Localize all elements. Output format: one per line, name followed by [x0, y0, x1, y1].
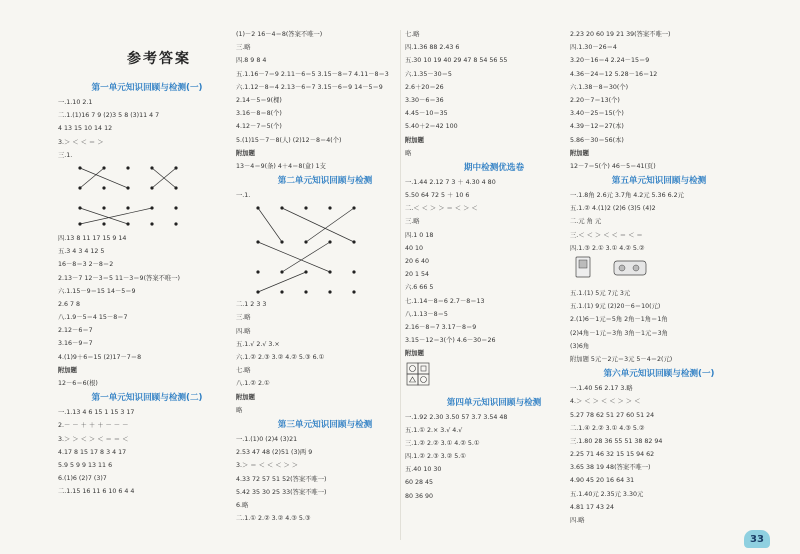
answer-line: 80 36 90	[405, 492, 434, 500]
answer-line: 七.1.14－8＝6 2.7－8＝13	[405, 297, 485, 305]
answer-line: 三.略	[236, 314, 251, 322]
answer-line: 四.1 0 18	[405, 231, 434, 239]
answer-line: 四.1.③ 2.① 3.① 4.② 5.②	[570, 244, 645, 252]
connect-dot	[78, 186, 81, 189]
answer-line: 二.＜ ＜ ＞ ＞ ＝ ＜ ＞ ＜	[405, 205, 478, 213]
answer-line: 五.1.① 2.× 3.√ 4.√	[405, 426, 463, 434]
answer-line: 八.1.13－8＝5	[405, 310, 448, 318]
answer-line: 略	[405, 149, 412, 157]
answer-line: (1)－2 16－4＝8(答案不唯一)	[236, 31, 323, 38]
connect-dot	[126, 166, 129, 169]
answer-line: 4.17 8 15 17 8 3 4 17	[58, 448, 127, 456]
answer-line: 2.12－6＝7	[58, 327, 93, 335]
answer-line: 3.65 38 19 48(答案不唯一)	[570, 464, 651, 472]
connect-dot	[280, 271, 283, 274]
answer-line: 五.1.(1) 5元 7元 3元	[570, 290, 631, 297]
matching-diagram	[570, 255, 748, 287]
answer-line: 附加题 5元－2元＝3元 5－4＝2(元)	[570, 355, 673, 363]
answer-line: 2.16－8＝7 3.17－8＝9	[405, 323, 477, 331]
connect-dot	[126, 206, 129, 209]
answer-line: 5.42 35 30 25 33(答案不唯一)	[236, 488, 327, 496]
bonus-label: 附加题	[405, 350, 424, 358]
answer-line: 4.90 45 20 16 64 31	[570, 477, 635, 485]
answer-line: 5.9 5 9 9 13 11 6	[58, 461, 113, 469]
answer-line: (3)6角	[570, 342, 590, 350]
answer-line: 略	[236, 406, 243, 414]
answer-line: 3.＞ ＜ ＜ ＝ ＞	[58, 138, 104, 146]
answer-line: 四.略	[236, 327, 251, 335]
diagram-svg	[570, 255, 740, 287]
answer-line: 一.1.	[236, 192, 251, 200]
matching-diagram	[236, 202, 414, 298]
connect-dot	[102, 166, 105, 169]
answer-line: 七.略	[405, 31, 420, 38]
answer-line: 四.1.② 2.③ 3.② 5.①	[405, 453, 466, 461]
answer-line: 20 6 40	[405, 258, 430, 265]
answer-line: 40 10	[405, 244, 424, 252]
connect-dot	[102, 222, 105, 225]
answer-line: 一.1.92 2.30 3.50 57 3.7 3.54 48	[405, 413, 508, 421]
connect-dot	[126, 186, 129, 189]
matching-diagram	[405, 361, 583, 395]
connect-dot	[304, 207, 307, 210]
answer-line: 一.1.8角 2.6元 3.7角 4.2元 5.36 6.2元	[570, 192, 684, 200]
answer-line: 三.＜ ＜ ＞ ＜ ＜ ＝ ＜ ＝	[570, 231, 643, 239]
answer-line: 3.15－12＝3(个) 4.6－30＝26	[405, 337, 496, 345]
connect-dot	[256, 207, 259, 210]
connect-dot	[328, 291, 331, 294]
matching-diagram	[58, 162, 236, 232]
answer-line: 二.元 角 元	[570, 218, 602, 226]
answer-line: 五.1.√ 2.√ 3.×	[236, 340, 280, 348]
bonus-label: 附加题	[236, 393, 255, 401]
answer-line: 3.16－9＝7	[58, 340, 93, 348]
answer-line: 六.1.38－8＝30(个)	[570, 83, 629, 91]
answer-line: 3.＞ ＞ ＜ ＞ ＜ ＝ ＝ ＜	[58, 435, 129, 443]
answer-line: 二.1.④ 2.② 3.① 4.③ 5.②	[570, 424, 645, 432]
answer-line: 二.1.① 2.② 3.② 4.③ 5.③	[236, 515, 311, 523]
answer-line: 五.1.② 4.(1)2 (2)6 (3)5 (4)2	[570, 205, 656, 213]
answer-line: 六.1.② 2.③ 3.② 4.② 5.③ 6.①	[236, 354, 325, 361]
answer-line: 五.1.40元 2.35元 3.30元	[570, 490, 644, 498]
answer-line: 3.30－6＝36	[405, 96, 444, 104]
connect-dot	[126, 222, 129, 225]
answer-line: 3.40－25＝15(个)	[570, 110, 624, 118]
connect-dot	[352, 291, 355, 294]
answer-line: 4.39－12＝27(本)	[570, 123, 624, 131]
answer-line: 四.1.36 88 2.43 6	[405, 44, 460, 52]
answer-line: 3.20－16＝4 2.24－15＝9	[570, 57, 650, 65]
bonus-label: 附加题	[405, 136, 424, 144]
answer-line: 三.1.② 2.② 3.① 4.② 5.①	[405, 439, 480, 447]
connect-dot	[304, 291, 307, 294]
connect-dot	[102, 186, 105, 189]
answer-line: 6.(1)6 (2)7 (3)7	[58, 475, 107, 483]
connect-dot	[352, 271, 355, 274]
bonus-label: 附加题	[58, 366, 77, 374]
connect-dot	[174, 166, 177, 169]
column-1	[58, 80, 236, 499]
answer-line: 2.6＋20＝26	[405, 83, 444, 91]
connect-dot	[256, 291, 259, 294]
bonus-label: 附加题	[570, 149, 589, 157]
connect-dot	[280, 207, 283, 210]
connect-dot	[174, 222, 177, 225]
answer-line: 六.6 66 5	[405, 284, 434, 292]
connect-dot	[304, 241, 307, 244]
connect-dot	[280, 291, 283, 294]
answer-line: 四.1.30－26＝4	[570, 44, 617, 52]
connect-dot	[304, 271, 307, 274]
column-4	[570, 28, 748, 527]
section-heading: 第一单元知识回顾与检测(一)	[91, 83, 203, 93]
answer-line: 13－4＝9(条) 4＋4＝8(盒) 1支	[236, 162, 326, 170]
connect-dot	[352, 207, 355, 210]
connect-dot	[150, 186, 153, 189]
connect-dot	[102, 206, 105, 209]
connect-dot	[78, 222, 81, 225]
answer-line: 2.(1)6－1元＝5角 2角－1角＝1角	[570, 316, 668, 324]
answer-line: 五.1.(1) 9元 (2)20－6＝10(元)	[570, 303, 661, 311]
connect-dot	[328, 207, 331, 210]
answer-line: 12－7＝5(个) 46－5＝41(页)	[570, 162, 656, 170]
answer-line: 60 28 45	[405, 479, 434, 487]
section-heading: 期中检测优选卷	[463, 162, 525, 173]
section-heading: 第五单元知识回顾与检测	[611, 176, 707, 187]
answer-line: 2.13－7 12－3＝5 11－3＝9(答案不唯一)	[58, 274, 180, 282]
answer-line: 12－6＝6(根)	[58, 380, 98, 387]
diagram-svg	[58, 162, 228, 258]
answer-line: 六.1.12－8＝4 2.13－6＝7 3.15－6＝9 14－5＝9	[236, 83, 383, 91]
page-title: 参考答案	[127, 51, 191, 67]
section-heading: 第三单元知识回顾与检测	[277, 419, 373, 430]
answer-line: 4 13 15 10 14 12	[58, 125, 113, 133]
answer-line: 三.1.80 28 36 55 51 38 82 94	[570, 437, 663, 445]
connect-dot	[174, 186, 177, 189]
connect-dot	[174, 206, 177, 209]
answer-line: 2.53 47 48 (2)51 (3)两 9	[236, 449, 313, 457]
diagram-svg	[236, 202, 406, 298]
answer-line: 三.1.	[58, 151, 73, 159]
answer-line: 2.6 7 8	[58, 300, 81, 308]
answer-line: 三.略	[405, 218, 420, 226]
section-heading: 第一单元知识回顾与检测(二)	[91, 393, 203, 404]
answer-line: 4.81 17 43 24	[570, 503, 615, 511]
connect-dot	[150, 222, 153, 225]
answer-line: 八.1.② 2.①	[236, 380, 270, 388]
connect-dot	[352, 241, 355, 244]
answer-line: 二.1.(1)16 7 9 (2)3 5 8 (3)11 4 7	[58, 112, 160, 120]
answer-line: 2.23 20 60 19 21 39(答案不唯一)	[570, 31, 671, 38]
answer-line: 三.略	[236, 44, 251, 52]
bonus-label: 附加题	[236, 149, 255, 157]
answer-line: 5.50 64 72 5 ＋ 10 6	[405, 192, 470, 200]
answer-line: 4.＞ ＜ ＞ ＜ ＜ ＞ ＞ ＜	[570, 398, 641, 406]
connect-dot	[328, 271, 331, 274]
page-number-badge: 33	[744, 530, 770, 548]
connect-dot	[78, 206, 81, 209]
connect-dot	[150, 166, 153, 169]
answer-line: 五.40 10 30	[405, 466, 442, 474]
connect-dot	[256, 271, 259, 274]
section-heading: 第六单元知识回顾与检测(一)	[603, 369, 715, 380]
answer-line: 4.36－24＝12 5.28－16＝12	[570, 70, 658, 78]
answer-line: 6.略	[236, 501, 249, 509]
answer-line: 2.25 71 46 32 15 15 94 62	[570, 451, 655, 459]
answer-line: 一.1.40 56 2.17 3.略	[570, 385, 633, 393]
answer-line: 4.(1)9＋6＝15 (2)17－7＝8	[58, 353, 142, 361]
diagram-svg	[405, 361, 575, 395]
answer-line: 六.1.15－9＝15 14－5＝9	[58, 287, 136, 295]
answer-line: 3.16－8＝8(个)	[236, 110, 282, 118]
answer-line: 2.－ － ＋ ＋ ＋ － － －	[58, 422, 129, 430]
answer-line: 六.1.35－30＝5	[405, 70, 452, 78]
answer-line: 二.1 2 3 3	[236, 301, 267, 309]
answer-line: 16－8＝3 2－8＝2	[58, 261, 114, 269]
connect-dot	[78, 166, 81, 169]
answer-line: 七.略	[236, 367, 251, 375]
answer-line: 四.13 8 11 17 15 9 14	[58, 234, 127, 242]
connect-dot	[328, 241, 331, 244]
answer-line: 一.1.44 2.12 7 3 ＋ 4.30 4 80	[405, 178, 496, 186]
answer-line: 五.1.16－7＝9 2.11－6＝5 3.15－8＝7 4.11－8＝3	[236, 70, 389, 78]
answer-line: 4.12－7＝5(个)	[236, 123, 282, 131]
answer-line: 5.(1)15－7－8(人) (2)12－8＝4(个)	[236, 136, 342, 144]
answer-line: 3.＞ ＝ ＜ ＜ ＜ ＞ ＞	[236, 462, 299, 470]
connect-dot	[150, 206, 153, 209]
answer-line: 一.1.10 2.1	[58, 99, 93, 106]
answer-line: 五.30 10 19 40 29 47 8 54 56 55	[405, 57, 508, 65]
column-3	[405, 28, 583, 503]
section-heading: 第二单元知识回顾与检测	[277, 176, 373, 187]
connect-dot	[280, 241, 283, 244]
answer-line: 20 1 54	[405, 271, 430, 279]
answer-line: 一.1.13 4 6 15 1 15 3 17	[58, 409, 135, 417]
answer-line: 4.45－10＝35	[405, 110, 448, 118]
answer-line: 五.3 4 3 4 12 5	[58, 248, 105, 256]
section-heading: 第四单元知识回顾与检测	[446, 397, 542, 408]
answer-line: (2)4角－1元＝3角 3角－1元＝3角	[570, 329, 668, 337]
answer-line: 四.略	[570, 517, 585, 524]
answer-line: 5.40＋2＝42 100	[405, 123, 458, 131]
answer-line: 5.86－30＝56(本)	[570, 136, 624, 144]
answer-line: 2.20－7＝13(个)	[570, 96, 620, 104]
answer-line: 4.33 72 57 51 52(答案不唯一)	[236, 475, 327, 483]
connect-dot	[256, 241, 259, 244]
answer-line: 2.14－5＝9(棵)	[236, 96, 282, 104]
answer-line: 二.1.15 16 11 6 10 6 4 4	[58, 488, 135, 496]
answer-line: 八.1.9－5＝4 15－8＝7	[58, 314, 128, 322]
column-2	[236, 28, 414, 525]
answer-line: 一.1.(1)0 (2)4 (3)21	[236, 435, 298, 443]
answer-line: 四.8 9 8 4	[236, 57, 267, 65]
answer-line: 5.27 78 62 51 27 60 51 24	[570, 411, 655, 419]
